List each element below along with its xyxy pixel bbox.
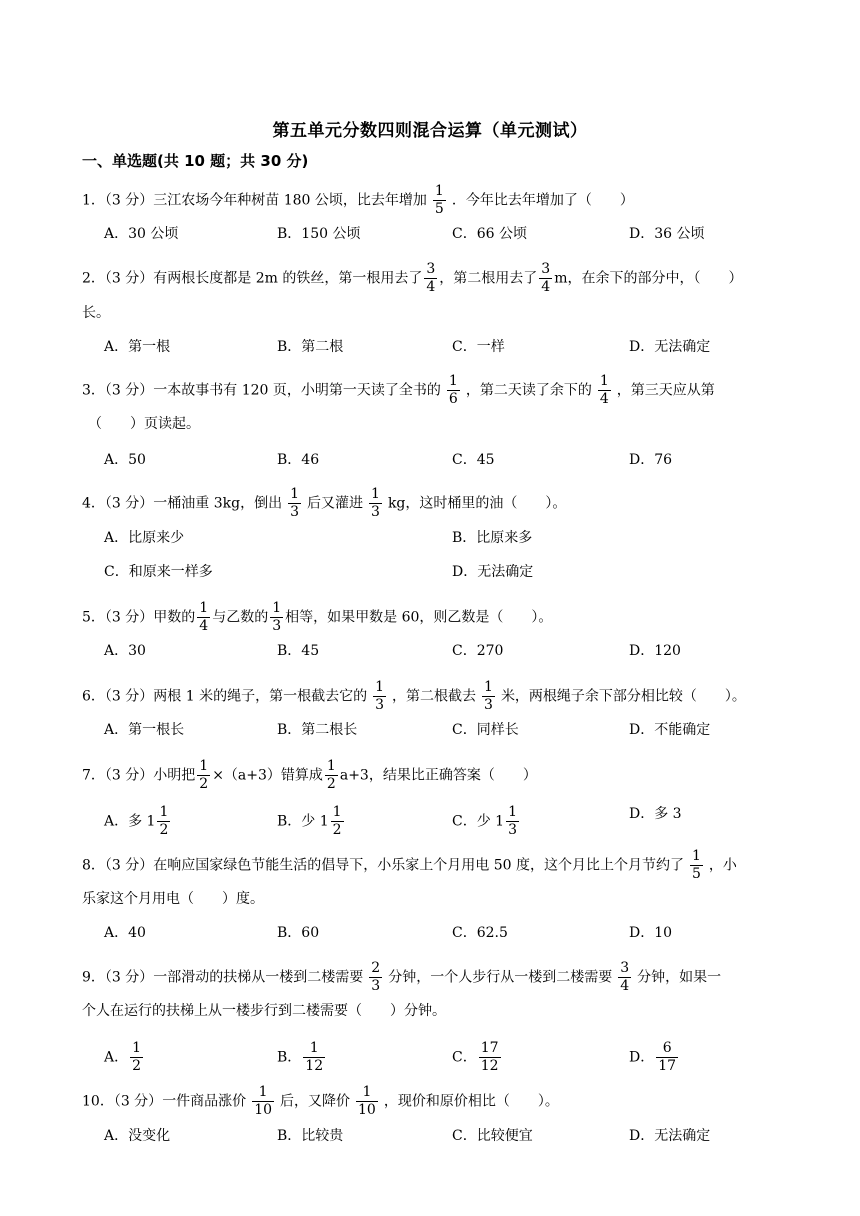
question-text: 米，两根绳子余下部分相比较（ ）。 xyxy=(500,688,746,705)
fraction-denominator: 12 xyxy=(305,1058,324,1074)
fraction-denominator: 3 xyxy=(290,504,300,520)
question-text: （3 分） xyxy=(104,767,154,784)
question-text: 10． xyxy=(82,1093,114,1110)
fraction xyxy=(130,1040,143,1075)
fraction-numerator: 1 xyxy=(332,804,342,820)
fraction-numerator: 1 xyxy=(272,600,282,616)
question-text: 后又灌进 xyxy=(307,495,364,512)
question-text: 8． xyxy=(82,857,105,874)
option-b[interactable]: B．第二根 xyxy=(277,339,344,355)
fraction xyxy=(447,373,460,408)
question-text: 一本故事书有 120 页，小明第一天读了全书的 xyxy=(153,382,441,399)
question-text: 3． xyxy=(82,382,105,399)
question-text: 分钟，一个人步行从一楼到二楼需要 xyxy=(388,969,613,986)
fraction-denominator: 3 xyxy=(484,697,493,713)
option-b[interactable]: B．150 公顷 xyxy=(277,226,361,242)
fraction-numerator: 1 xyxy=(434,183,444,199)
option-d[interactable]: D．76 xyxy=(629,452,673,468)
question-text: 甲数的 xyxy=(153,609,196,626)
question-text: （3 分） xyxy=(104,857,154,874)
question-10 xyxy=(82,1084,559,1119)
fraction-denominator: 6 xyxy=(448,391,458,407)
question-text: 4． xyxy=(82,495,105,512)
option-label: A．多 1 xyxy=(104,813,156,830)
fraction xyxy=(690,848,703,883)
option-label: B． xyxy=(277,1049,302,1066)
fraction-numerator: 1 xyxy=(484,679,493,695)
fraction-denominator: 12 xyxy=(480,1058,499,1074)
fraction-numerator: 2 xyxy=(371,960,381,976)
fraction xyxy=(157,804,170,839)
fraction xyxy=(356,1084,378,1119)
fraction-numerator: 1 xyxy=(132,1040,142,1056)
question-text: 一桶油重 3kg，倒出 xyxy=(153,495,283,512)
question-text: （3 分） xyxy=(104,609,154,626)
fraction-denominator: 3 xyxy=(371,504,380,520)
question-1 xyxy=(82,183,634,218)
option-c[interactable]: C．270 xyxy=(452,643,504,659)
question-text: ，现价和原价相比（ ）。 xyxy=(383,1093,559,1110)
fraction-denominator: 2 xyxy=(332,822,342,838)
option-b[interactable] xyxy=(277,804,346,839)
option-a[interactable]: A．40 xyxy=(104,925,146,941)
option-b[interactable]: B．比原来多 xyxy=(452,530,533,546)
fraction-denominator: 3 xyxy=(508,822,517,838)
option-d[interactable]: D．无法确定 xyxy=(629,1128,711,1144)
option-d[interactable]: D．不能确定 xyxy=(629,722,711,738)
question-text: 一部滑动的扶梯从一楼到二楼需要 xyxy=(153,969,364,986)
question-6 xyxy=(82,679,746,714)
question-9-continued: 个人在运行的扶梯上从一楼步行到二楼需要（ ）分钟。 xyxy=(82,1003,446,1019)
fraction-denominator: 5 xyxy=(692,866,701,882)
question-text: m，在余下的部分中，（ ） xyxy=(554,270,743,287)
fraction-denominator: 10 xyxy=(254,1102,273,1118)
question-text: 一件商品涨价 xyxy=(162,1093,247,1110)
fraction-numerator: 1 xyxy=(326,758,336,774)
fraction xyxy=(506,804,519,839)
fraction xyxy=(331,804,344,839)
question-text: （3 分） xyxy=(104,688,154,705)
option-a[interactable]: A．50 xyxy=(104,452,146,468)
fraction-numerator: 3 xyxy=(620,960,630,976)
question-2 xyxy=(82,261,743,296)
option-c[interactable]: C．66 公顷 xyxy=(452,226,527,242)
fraction xyxy=(369,486,382,521)
fraction-numerator: 1 xyxy=(199,758,209,774)
question-text: 6． xyxy=(82,688,105,705)
option-label: D． xyxy=(629,1049,655,1066)
question-text: 5． xyxy=(82,609,105,626)
fraction-numerator: 1 xyxy=(508,804,517,820)
fraction-denominator: 17 xyxy=(658,1058,677,1074)
question-text: 与乙数的 xyxy=(212,609,269,626)
question-3 xyxy=(82,373,715,408)
fraction xyxy=(424,261,437,296)
fraction-numerator: 1 xyxy=(303,1040,325,1058)
section-heading: 一、单选题(共 10 题；共 30 分) xyxy=(82,152,309,170)
question-9 xyxy=(82,960,721,995)
question-text: （3 分） xyxy=(104,495,154,512)
question-text: ，第二根用去了 xyxy=(439,270,538,287)
fraction-numerator: 1 xyxy=(199,600,209,616)
fraction-denominator: 3 xyxy=(375,697,385,713)
question-text: a+3，结果比正确答案（ ） xyxy=(339,767,537,784)
fraction-numerator: 1 xyxy=(371,486,380,502)
question-text: ．今年比去年增加了（ ） xyxy=(451,192,634,209)
question-text: ，第二根截去 xyxy=(392,688,477,705)
option-a[interactable] xyxy=(104,804,172,839)
fraction-numerator: 1 xyxy=(252,1084,274,1102)
fraction-denominator: 4 xyxy=(599,391,609,407)
question-text: 相等，如果甲数是 60，则乙数是（ ）。 xyxy=(285,609,553,626)
fraction xyxy=(270,600,283,635)
fraction xyxy=(197,600,210,635)
fraction xyxy=(656,1040,678,1075)
option-label: B．少 1 xyxy=(277,813,329,830)
fraction-numerator: 1 xyxy=(692,848,701,864)
fraction-denominator: 2 xyxy=(132,1058,142,1074)
question-text: 后，又降价 xyxy=(280,1093,351,1110)
option-label: A． xyxy=(104,1049,129,1066)
option-a[interactable]: A．第一根长 xyxy=(104,722,185,738)
fraction xyxy=(325,758,338,793)
fraction-denominator: 4 xyxy=(199,618,209,634)
fraction-numerator: 1 xyxy=(375,679,385,695)
question-text: （3 分） xyxy=(113,1093,163,1110)
fraction-numerator: 1 xyxy=(448,373,458,389)
question-text: 2． xyxy=(82,270,105,287)
option-d[interactable]: D．无法确定 xyxy=(629,339,711,355)
question-5 xyxy=(82,600,552,635)
fraction-denominator: 4 xyxy=(426,279,436,295)
option-d[interactable]: D．120 xyxy=(629,643,681,659)
question-text: ，第三天应从第 xyxy=(616,382,715,399)
fraction xyxy=(433,183,446,218)
question-text: ，小 xyxy=(708,857,737,874)
fraction xyxy=(303,1040,325,1075)
question-text: 有两根长度都是 2m 的铁丝，第一根用去了 xyxy=(153,270,423,287)
option-b[interactable]: B．比较贵 xyxy=(277,1128,344,1144)
fraction-denominator: 4 xyxy=(620,978,630,994)
fraction-denominator: 2 xyxy=(199,776,209,792)
fraction-numerator: 1 xyxy=(159,804,169,820)
option-a[interactable]: A．30 公顷 xyxy=(104,226,179,242)
fraction-numerator: 3 xyxy=(541,261,551,277)
option-d[interactable]: D．无法确定 xyxy=(452,564,534,580)
question-text: 小明把 xyxy=(153,767,196,784)
fraction xyxy=(197,758,210,793)
question-text: 1． xyxy=(82,192,105,209)
question-text: 9． xyxy=(82,969,105,986)
fraction xyxy=(288,486,301,521)
fraction-numerator: 3 xyxy=(426,261,436,277)
fraction xyxy=(598,373,611,408)
option-label: C． xyxy=(452,1049,477,1066)
option-c[interactable] xyxy=(452,804,521,839)
question-text: ，第二天读了余下的 xyxy=(465,382,592,399)
option-a[interactable] xyxy=(104,1040,145,1075)
fraction xyxy=(252,1084,274,1119)
question-text: 分钟，如果一 xyxy=(637,969,722,986)
question-text: （3 分） xyxy=(104,969,154,986)
option-a[interactable]: A．没变化 xyxy=(104,1128,171,1144)
fraction xyxy=(479,1040,501,1075)
option-c[interactable]: C．和原来一样多 xyxy=(104,564,213,580)
option-d[interactable] xyxy=(629,1040,680,1075)
option-c[interactable]: C．45 xyxy=(452,452,495,468)
question-text: 两根 1 米的绳子，第一根截去它的 xyxy=(153,688,368,705)
question-text: ×（a+3）错算成 xyxy=(212,767,323,784)
fraction xyxy=(482,679,495,714)
fraction-numerator: 17 xyxy=(480,1040,499,1056)
question-3-continued: （ ）页读起。 xyxy=(88,416,200,432)
question-4 xyxy=(82,486,566,521)
option-b[interactable] xyxy=(277,1040,327,1075)
option-c[interactable]: C．一样 xyxy=(452,339,505,355)
option-c[interactable] xyxy=(452,1040,503,1075)
fraction-denominator: 2 xyxy=(326,776,336,792)
fraction-numerator: 6 xyxy=(656,1040,678,1058)
fraction xyxy=(618,960,631,995)
fraction xyxy=(373,679,386,714)
question-text: 在响应国家绿色节能生活的倡导下，小乐家上个月用电 50 度，这个月比上个月节约了 xyxy=(153,857,684,874)
question-text: kg，这时桶里的油（ ）。 xyxy=(387,495,567,512)
fraction-denominator: 3 xyxy=(272,618,282,634)
option-b[interactable]: B．60 xyxy=(277,925,320,941)
fraction xyxy=(539,261,552,296)
fraction-denominator: 4 xyxy=(541,279,551,295)
fraction-denominator: 5 xyxy=(434,201,444,217)
question-2-continued: 长。 xyxy=(82,305,110,321)
fraction-denominator: 3 xyxy=(371,978,381,994)
fraction-numerator: 1 xyxy=(356,1084,378,1102)
option-c[interactable]: C．比较便宜 xyxy=(452,1128,533,1144)
document-title: 第五单元分数四则混合运算（单元测试） xyxy=(272,121,588,141)
question-8-continued: 乐家这个月用电（ ）度。 xyxy=(82,891,264,907)
question-text: （3 分） xyxy=(104,270,154,287)
option-a[interactable]: A．比原来少 xyxy=(104,530,185,546)
option-label: C．少 1 xyxy=(452,813,505,830)
option-d[interactable]: D．36 公顷 xyxy=(629,226,705,242)
fraction-denominator: 10 xyxy=(358,1102,376,1118)
fraction-denominator: 2 xyxy=(159,822,169,838)
option-a[interactable]: A．30 xyxy=(104,643,146,659)
option-b[interactable]: B．46 xyxy=(277,452,320,468)
question-text: （3 分） xyxy=(104,382,154,399)
question-8 xyxy=(82,848,737,883)
option-c[interactable]: C．62.5 xyxy=(452,925,508,941)
fraction xyxy=(369,960,382,995)
question-text: 7． xyxy=(82,767,105,784)
fraction-numerator: 1 xyxy=(599,373,609,389)
question-7 xyxy=(82,758,537,793)
question-text: 三江农场今年种树苗 180 公顷，比去年增加 xyxy=(153,192,427,209)
option-b[interactable]: B．第二根长 xyxy=(277,722,358,738)
fraction-numerator: 1 xyxy=(290,486,300,502)
question-text: （3 分） xyxy=(104,192,154,209)
option-d[interactable]: D．10 xyxy=(629,925,673,941)
option-b[interactable]: B．45 xyxy=(277,643,320,659)
option-d[interactable]: D．多 3 xyxy=(629,806,682,822)
option-c[interactable]: C．同样长 xyxy=(452,722,519,738)
option-a[interactable]: A．第一根 xyxy=(104,339,171,355)
